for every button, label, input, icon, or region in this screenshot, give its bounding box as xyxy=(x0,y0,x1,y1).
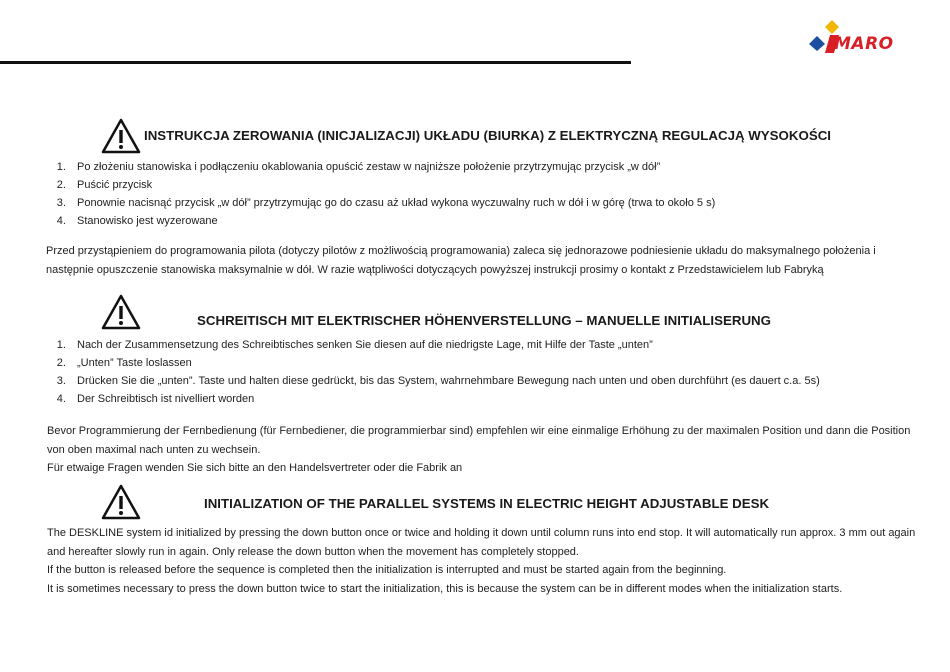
paragraph: Für etwaige Fragen wenden Sie sich bitte an den Handelsvertreter oder die Fabrik an xyxy=(47,462,463,474)
paragraph: The DESKLINE system id initialized by pressing the down button once or twice and holding it down until column runs into end stop. It will automatically run approx. 3 mm out again and hereafter slowly run in again. Only release the down button when the movement has completely stopped. xyxy=(47,527,916,558)
section-polish xyxy=(47,118,917,279)
section-german xyxy=(47,294,917,478)
section-header xyxy=(47,118,917,158)
list-item: 4. Der Schreibtisch ist nivelliert worden xyxy=(69,390,917,408)
section-header xyxy=(47,484,917,524)
paragraph: Bevor Programmierung der Fernbedienung (für Fernbediener, die programmierbar sind) empfehlen wir eine einmalige Erhöhung zu der maximalen Position und dann die Position von oben maximal nach unten zu wechsein. xyxy=(47,425,911,456)
maro-logo xyxy=(806,18,916,58)
header-rule xyxy=(0,61,631,64)
paragraph: Przed przystąpieniem do programowania pilota (dotyczy pilotów z możliwością programowania) zaleca się jednorazowe podniesienie układu do maksymalnego położenia i następnie opuszczenie stanowiska maksymalnie w dół. W razie wątpliwości dotyczących powyższej instrukcji prosimy o kontakt z Przedstawicielem lub Fabryką xyxy=(46,245,876,276)
section-title: INSTRUKCJA ZEROWANIA (INICJALIZACJI) UKŁADU (BIURKA) Z ELEKTRYCZNĄ REGULACJĄ WYSOKOŚCI xyxy=(144,128,831,143)
list-item: 1. Nach der Zusammensetzung des Schreibtisches senken Sie diesen auf die niedrigste Lage, mit Hilfe der Taste „unten” xyxy=(69,336,917,354)
steps-list xyxy=(47,158,917,230)
warning-icon xyxy=(101,484,141,520)
list-item: 4. Stanowisko jest wyzerowane xyxy=(69,212,917,230)
steps-list xyxy=(47,336,917,408)
paragraph: If the button is released before the sequence is completed then the initialization is interrupted and must be started again from the beginning. xyxy=(47,564,727,576)
list-item: 1. Po złożeniu stanowiska i podłączeniu okablowania opuścić zestaw w najniższe położenie przytrzymując przycisk „w dół” xyxy=(69,158,917,176)
section-title: SCHREITISCH MIT ELEKTRISCHER HÖHENVERSTELLUNG – MANUELLE INITIALISERUNG xyxy=(197,313,772,328)
section-header xyxy=(47,294,917,336)
warning-icon xyxy=(101,118,141,154)
list-item: 3. Ponownie nacisnąć przycisk „w dół” przytrzymując go do czasu aż układ wykona wyczuwalny ruch w dół i w górę (trwa to około 5 s) xyxy=(69,194,917,212)
list-item: 3. Drücken Sie die „unten”. Taste und halten diese gedrückt, bis das System, wahrnehmbare Bewegung nach unten und oben durchführt (es dauert c.a. 5s) xyxy=(69,372,917,390)
logo-wordmark: MARO xyxy=(834,34,894,54)
warning-icon xyxy=(101,294,141,330)
paragraph: It is sometimes necessary to press the down button twice to start the initialization, this is because the system can be in different modes when the initialization starts. xyxy=(47,582,843,595)
section-title: INITIALIZATION OF THE PARALLEL SYSTEMS IN ELECTRIC HEIGHT ADJUSTABLE DESK xyxy=(204,496,770,511)
list-item: 2. Puścić przycisk xyxy=(69,176,917,194)
section-english xyxy=(47,484,917,598)
list-item: 2. „Unten” Taste loslassen xyxy=(69,354,917,372)
